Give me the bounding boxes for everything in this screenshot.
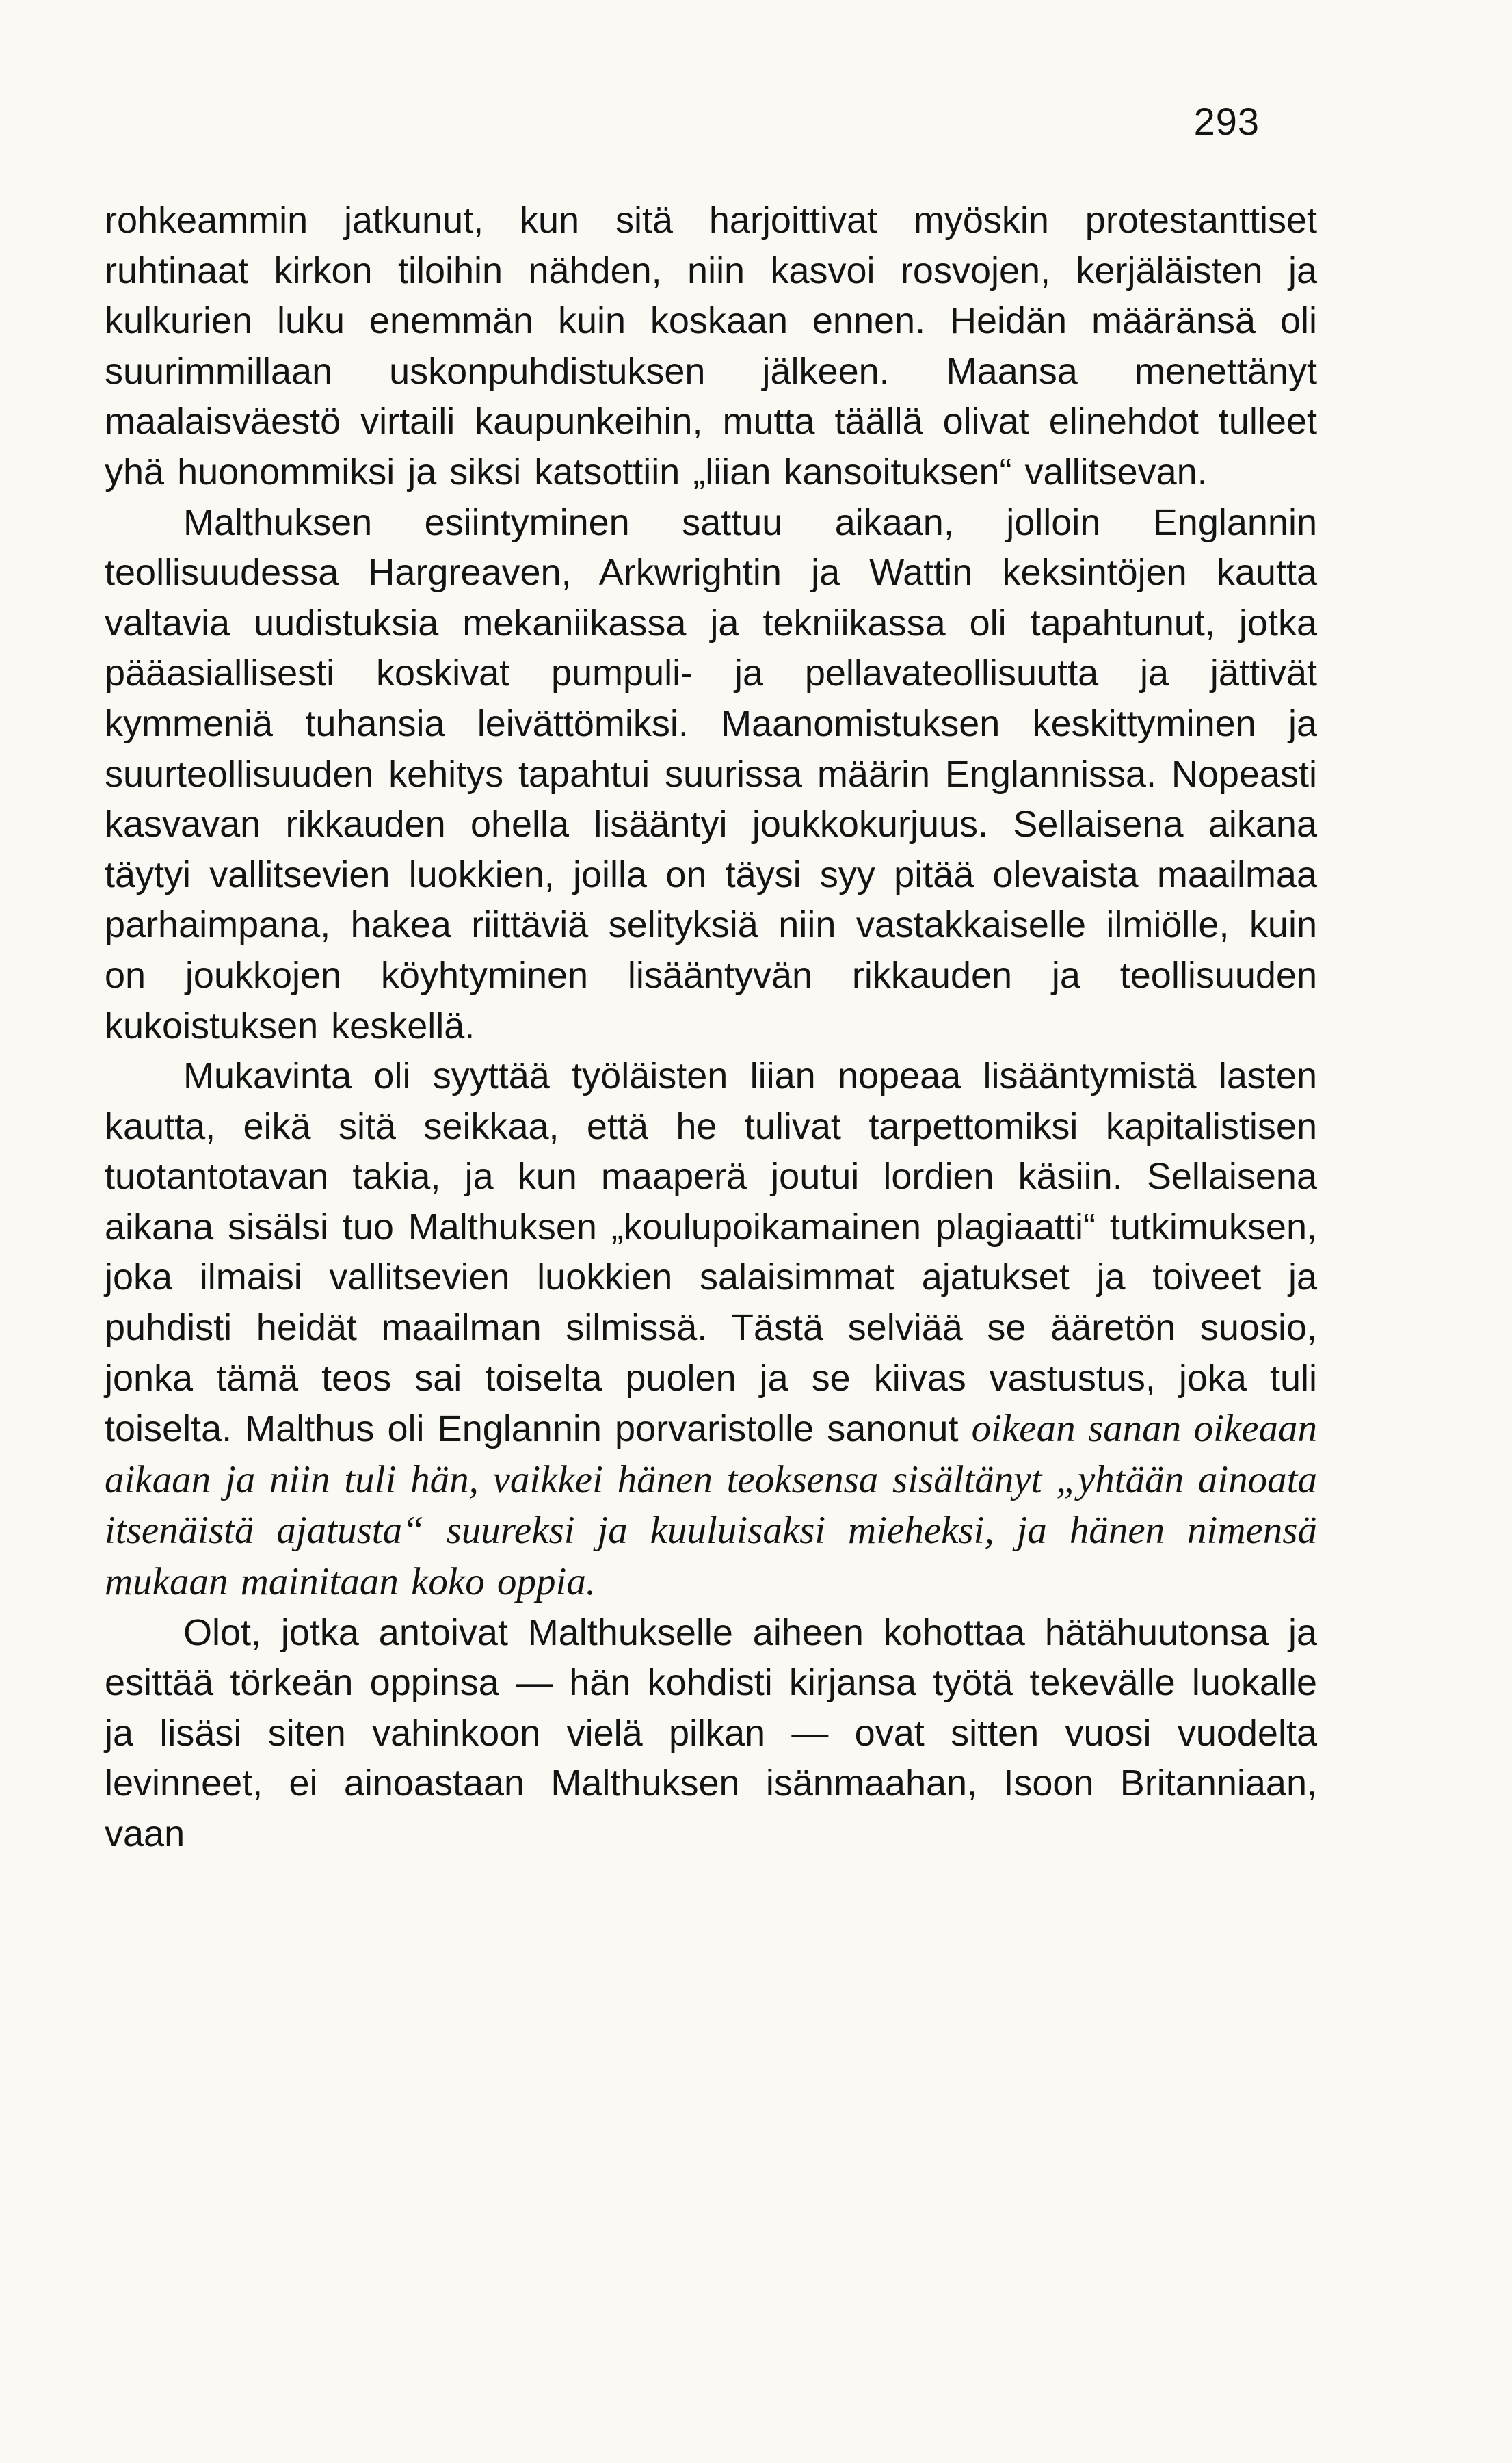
paragraph-2-text: Malthuksen esiintyminen sattuu aikaan, jolloin Englannin teollisuudessa Hargreaven, Arkwrightin ja Wattin keksintöjen kautta valtavia uudistuksia mekaniikassa ja tekniikassa oli tapahtunut, jotka pääasiallisesti koskivat pumpuli- ja pellavateollisuutta ja jättivät kymmeniä tuhansia leivättömiksi. Maanomistuksen keskittyminen ja suurteollisuuden kehitys tapahtui suurissa määrin Englannissa. Nopeasti kasvavan rikkauden ohella lisääntyi joukkokurjuus. Sellaisena aikana täytyi vallitsevien luokkien, joilla on täysi syy pitää olevaista maailmaa parhaimpana, hakea riittäviä selityksiä niin vastakkaiselle ilmiölle, kuin on joukkojen köyhtyminen lisääntyvän rikkauden ja teollisuuden kukoistuksen keskellä. [105, 501, 1317, 1046]
paragraph-2 [105, 498, 1317, 1052]
paragraph-1-text: rohkeammin jatkunut, kun sitä harjoittivat myöskin protestanttiset ruhtinaat kirkon tiloihin nähden, niin kasvoi rosvojen, kerjäläisten ja kulkurien luku enemmän kuin koskaan ennen. Heidän määränsä oli suurimmillaan uskonpuhdistuksen jälkeen. Maansa menettänyt maalaisväestö virtaili kaupunkeihin, mutta täällä olivat elinehdot tulleet yhä huonommiksi ja siksi katsottiin „liian kansoituksen“ vallitsevan. [105, 200, 1317, 492]
paragraph-3-emphasis: oikean sanan oikeaan aikaan ja niin tuli hän, vaikkei hänen teoksensa sisältänyt „yhtään ainoata itsenäistä ajatusta“ suureksi ja kuuluisaksi mieheksi, ja hänen nimensä mukaan mainitaan koko oppia. [105, 1407, 1317, 1604]
paragraph-4-text: Olot, jotka antoivat Malthukselle aiheen kohottaa hätähuutonsa ja esittää törkeän oppinsa — hän kohdisti kirjansa työtä tekevälle luokalle ja lisäsi siten vahinkoon vielä pilkan — ovat sitten vuosi vuodelta levinneet, ei ainoastaan Malthuksen isänmaahan, Isoon Britanniaan, vaan [105, 1611, 1317, 1854]
paragraph-1 [105, 196, 1317, 498]
body-text [105, 196, 1317, 1860]
paragraph-4 [105, 1608, 1317, 1860]
paragraph-3-text: Mukavinta oli syyttää työläisten liian nopeaa lisääntymistä lasten kautta, eikä sitä seikkaa, että he tulivat tarpettomiksi kapitalistisen tuotantotavan takia, ja kun maaperä joutui lordien käsiin. Sellaisena aikana sisälsi tuo Malthuksen „koulupoikamainen plagiaatti“ tutkimuksen, joka ilmaisi vallitsevien luokkien salaisimmat ajatukset ja toiveet ja puhdisti heidät maailman silmissä. Tästä selviää se ääretön suosio, jonka tämä teos sai toiselta puolen ja se kiivas vastustus, joka tuli toiselta. Malthus oli Englannin porvaristolle sanonut [105, 1055, 1317, 1450]
page-number: 293 [1193, 100, 1260, 143]
paragraph-3 [105, 1051, 1317, 1608]
